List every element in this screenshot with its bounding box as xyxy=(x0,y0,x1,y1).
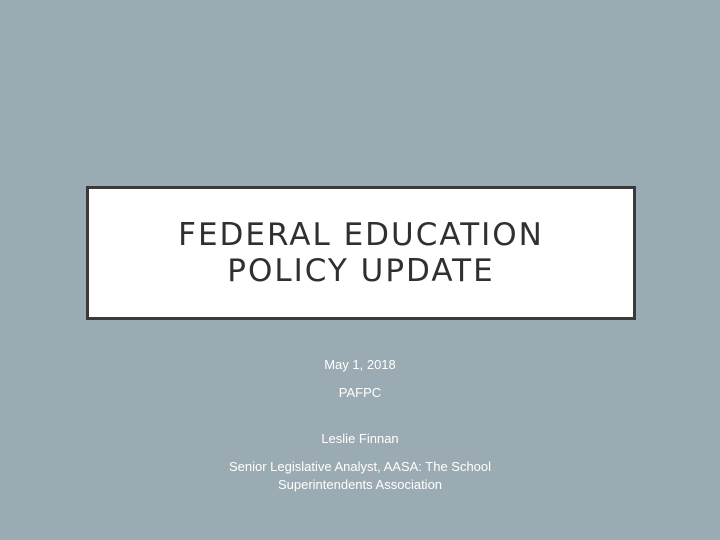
presenter-title-line-2: Superintendents Association xyxy=(277,477,443,492)
presenter-title-line-1: Senior Legislative Analyst, AASA: The School xyxy=(228,459,492,474)
slide-subtitle xyxy=(160,356,560,494)
title-box xyxy=(86,186,636,320)
slide-title-line-1: FEDERAL EDUCATION xyxy=(178,217,544,253)
slide-title-line-2: POLICY UPDATE xyxy=(227,253,495,289)
presentation-date: May 1, 2018 xyxy=(324,357,396,372)
presenter-name: Leslie Finnan xyxy=(321,431,399,446)
event-name: PAFPC xyxy=(338,385,382,400)
slide-title xyxy=(178,217,544,289)
